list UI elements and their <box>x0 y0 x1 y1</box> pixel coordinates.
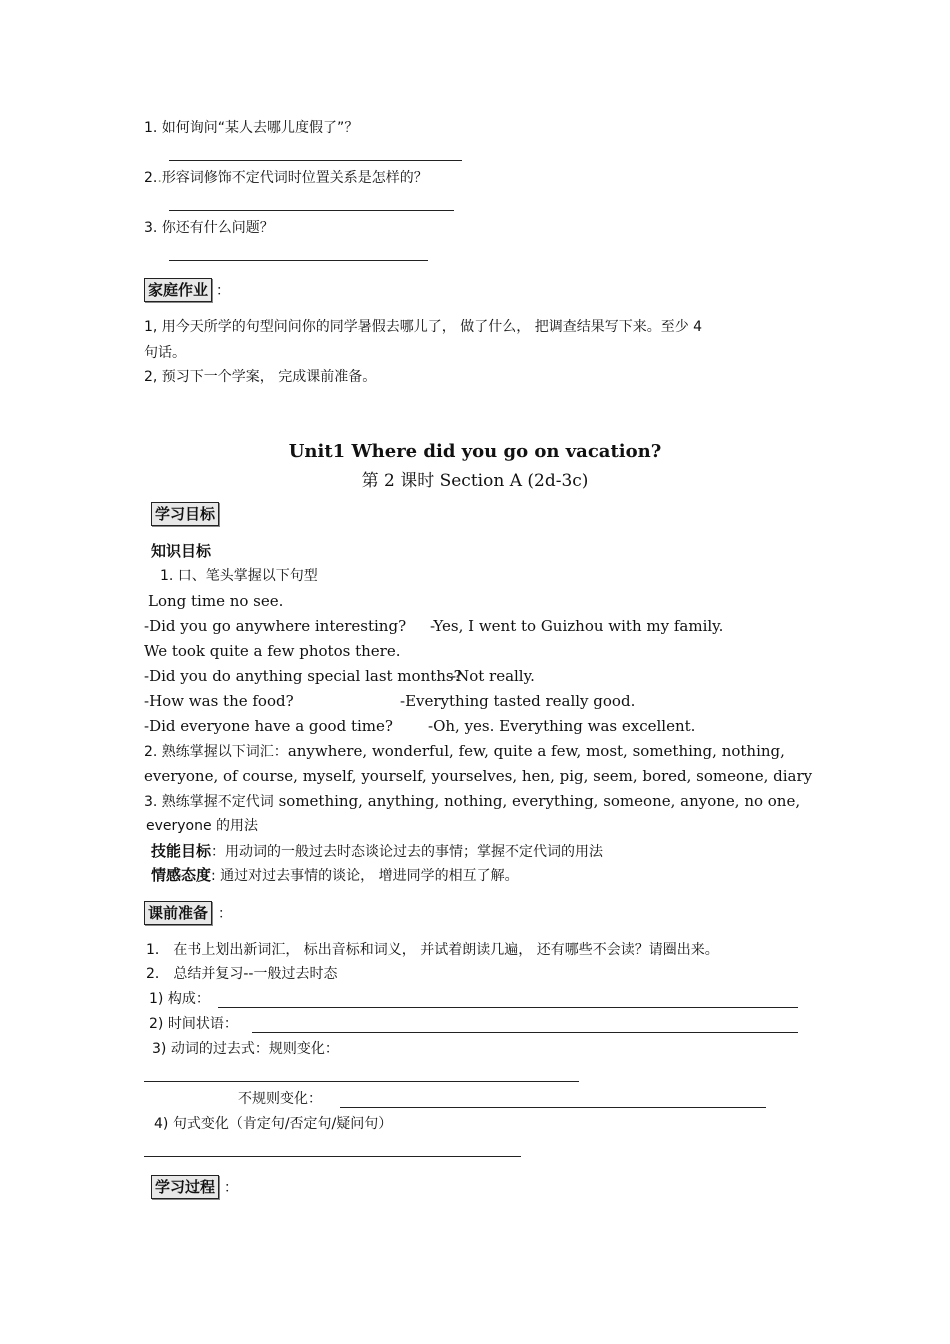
answer-line-1[interactable] <box>169 160 462 161</box>
prep-field-irregular-past: 不规则变化： <box>238 1091 322 1107</box>
question-2-text: 形容词修饰不定代词时位置关系是怎样的？ <box>161 170 428 186</box>
knowledge-item-3-end: everyone 的用法 <box>146 818 259 834</box>
formation-answer-line[interactable] <box>218 1007 798 1008</box>
lesson-subtitle: 第 2 课时 Section A (2d-3c) <box>361 471 589 491</box>
objectives-label: 学习目标 <box>151 502 219 526</box>
question-2-number: 2. <box>144 170 158 186</box>
question-1: 1. 如何询问“某人去哪儿度假了”？ <box>144 120 359 136</box>
knowledge-title: 知识目标 <box>151 542 212 560</box>
prep-label: 课前准备 <box>144 901 212 925</box>
prep-item-1: 1． 在书上划出新词汇， 标出音标和词义， 并试着朗读几遍， 还有哪些不会读？请圈出来。 <box>146 942 719 958</box>
knowledge-item-2 <box>144 741 785 762</box>
emotion-goal-text: : 通过对过去事情的谈论， 增进同学的相互了解。 <box>211 868 519 884</box>
sentence-0: Long time no see. <box>148 592 284 610</box>
answer-line-3[interactable] <box>169 260 428 261</box>
sentence-4-answer: -Everything tasted really good. <box>400 692 636 710</box>
knowledge-item-2-words: anywhere, wonderful, few, quite a few, most, something, nothing, <box>287 742 785 760</box>
question-2-dot: . <box>157 170 162 186</box>
knowledge-item-3-words: something, anything, nothing, everything, someone, anyone, no one, <box>278 792 801 810</box>
knowledge-item-2-words-cont: everyone, of course, myself, yourself, yourselves, hen, pig, seem, bored, someone, diary <box>144 767 813 785</box>
sentence-2: We took quite a few photos there. <box>144 642 401 660</box>
sentence-5-answer: -Oh, yes. Everything was excellent. <box>428 717 696 735</box>
sentence-3-question: -Did you do anything special last months? <box>144 667 462 685</box>
irregular-past-answer-line[interactable] <box>340 1107 766 1108</box>
homework-label: 家庭作业 <box>144 278 212 302</box>
skill-goal-text: ：用动词的一般过去时态谈论过去的事情；掌握不定代词的用法 <box>211 844 604 860</box>
knowledge-item-3 <box>144 791 800 812</box>
unit-title: Unit1 Where did you go on vacation? <box>288 441 662 462</box>
answer-line-2[interactable] <box>169 210 454 211</box>
homework-item-1-cont: 句话。 <box>144 345 186 361</box>
process-colon: ： <box>224 1180 238 1196</box>
prep-field-sentence-forms: 4) 句式变化（肯定句/否定句/疑问句） <box>154 1116 393 1132</box>
prep-field-regular-past: 3) 动词的过去式：规则变化： <box>152 1041 339 1057</box>
regular-past-answer-line[interactable] <box>144 1081 579 1082</box>
question-2 <box>144 168 428 188</box>
knowledge-item-2-prefix: 2. 熟练掌握以下词汇： <box>144 744 288 760</box>
skill-goal-label: 技能目标 <box>151 842 212 860</box>
homework-item-1: 1, 用今天所学的句型问问你的同学暑假去哪儿了， 做了什么， 把调查结果写下来。至少 4 <box>144 319 703 335</box>
sentence-1-answer: -Yes, I went to Guizhou with my family. <box>430 617 724 635</box>
emotion-goal-label: 情感态度 <box>151 866 212 884</box>
prep-field-time-adverbials: 2) 时间状语： <box>149 1016 238 1032</box>
sentence-3-answer: -Not really. <box>451 667 535 685</box>
prep-field-formation: 1) 构成： <box>149 991 210 1007</box>
process-label: 学习过程 <box>151 1175 219 1199</box>
prep-colon: ： <box>218 906 232 922</box>
homework-colon: ： <box>216 283 230 299</box>
prep-item-2: 2． 总结并复习--一般过去时态 <box>146 966 338 982</box>
sentence-1-question: -Did you go anywhere interesting? <box>144 617 407 635</box>
knowledge-item-1: 1. 口、笔头掌握以下句型 <box>160 568 318 584</box>
emotion-goal <box>151 865 519 886</box>
skill-goal <box>151 841 603 862</box>
sentence-4-question: -How was the food? <box>144 692 294 710</box>
sentence-forms-answer-line[interactable] <box>144 1156 521 1157</box>
homework-item-2: 2, 预习下一个学案， 完成课前准备。 <box>144 369 377 385</box>
knowledge-item-3-prefix: 3. 熟练掌握不定代词 <box>144 794 274 810</box>
time-adverbials-answer-line[interactable] <box>252 1032 798 1033</box>
question-3: 3. 你还有什么问题？ <box>144 220 274 236</box>
sentence-5-question: -Did everyone have a good time? <box>144 717 393 735</box>
